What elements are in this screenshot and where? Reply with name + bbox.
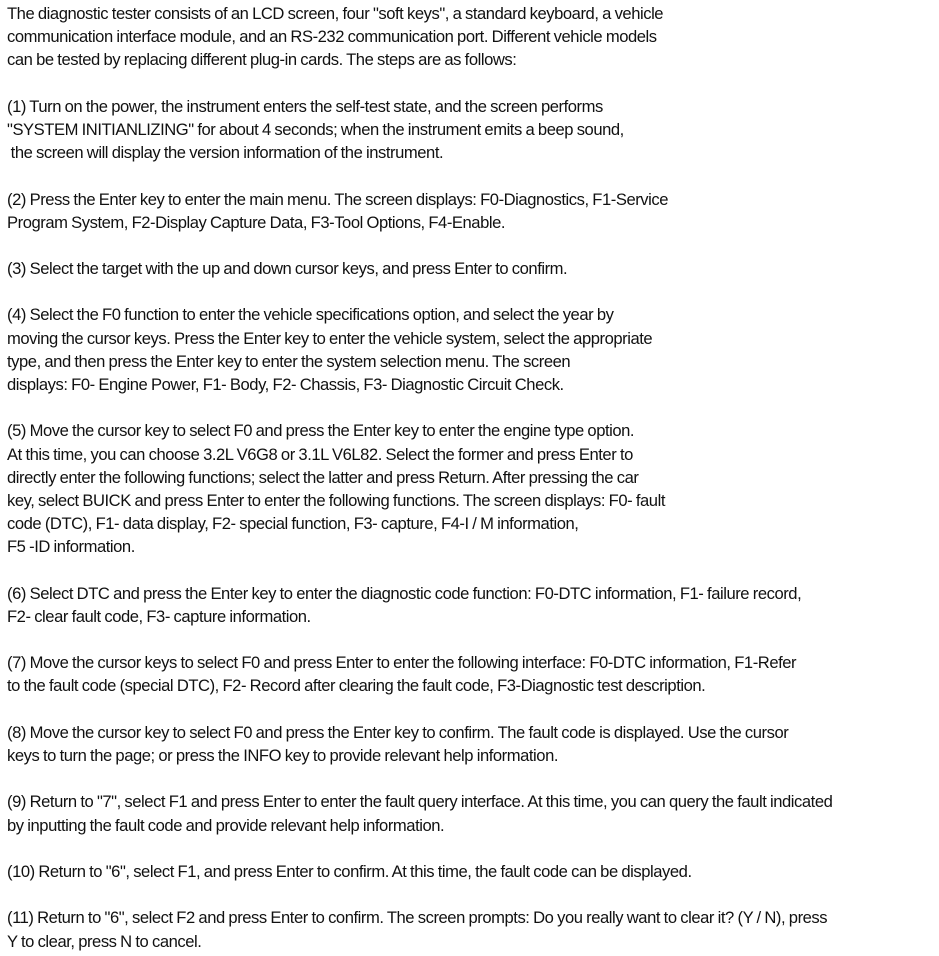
- intro-line: The diagnostic tester consists of an LCD screen, four "soft keys", a standard keyboard, a vehicle: [7, 4, 664, 23]
- step-4-paragraph: [7, 303, 937, 396]
- step-3-paragraph: [7, 257, 937, 280]
- step-line: F2- clear fault code, F3- capture information.: [7, 606, 311, 626]
- step-2-paragraph: [7, 188, 937, 234]
- intro-line: communication interface module, and an RS-232 communication port. Different vehicle models: [7, 27, 657, 47]
- step-line: type, and then press the Enter key to enter the system selection menu. The screen: [7, 351, 571, 371]
- step-6-paragraph: [7, 582, 937, 628]
- step-line: (5) Move the cursor key to select F0 and press the Enter key to enter the engine type option.: [7, 421, 635, 441]
- step-10-paragraph: [7, 860, 937, 883]
- step-line: (6) Select DTC and press the Enter key to enter the diagnostic code function: F0-DTC information, F1- failure record,: [7, 583, 802, 603]
- step-9-paragraph: [7, 790, 937, 836]
- step-line: moving the cursor keys. Press the Enter key to enter the vehicle system, select the appropriate: [7, 328, 653, 348]
- step-5-paragraph: [7, 419, 937, 558]
- step-line: by inputting the fault code and provide relevant help information.: [7, 815, 445, 835]
- step-line: directly enter the following functions; select the latter and press Return. After pressing the car: [7, 467, 639, 487]
- step-line: keys to turn the page; or press the INFO key to provide relevant help information.: [7, 746, 559, 765]
- step-11-paragraph: [7, 906, 937, 952]
- intro-line: can be tested by replacing different plug-in cards. The steps are as follows:: [7, 50, 517, 70]
- step-line: "SYSTEM INITIANLIZING" for about 4 seconds; when the instrument emits a beep sound,: [7, 119, 624, 139]
- step-line: (10) Return to "6", select F1, and press Enter to confirm. At this time, the fault code can be displayed.: [7, 861, 692, 881]
- step-line: At this time, you can choose 3.2L V6G8 or 3.1L V6L82. Select the former and press Enter to: [7, 444, 633, 464]
- step-1-paragraph: [7, 95, 937, 165]
- step-line: F5 -ID information.: [7, 537, 135, 557]
- step-7-paragraph: [7, 651, 937, 697]
- step-line: (3) Select the target with the up and down cursor keys, and press Enter to confirm.: [7, 259, 568, 279]
- step-line: (4) Select the F0 function to enter the vehicle specifications option, and select the year by: [7, 305, 614, 325]
- intro-paragraph: [7, 2, 937, 72]
- step-line: to the fault code (special DTC), F2- Record after clearing the fault code, F3-Diagnostic test description.: [7, 676, 706, 696]
- step-line: (1) Turn on the power, the instrument enters the self-test state, and the screen performs: [7, 96, 603, 116]
- step-line: (2) Press the Enter key to enter the main menu. The screen displays: F0-Diagnostics, F1-Service: [7, 189, 669, 209]
- step-line: Program System, F2-Display Capture Data, F3-Tool Options, F4-Enable.: [7, 212, 506, 232]
- step-line: (11) Return to "6", select F2 and press Enter to confirm. The screen prompts: Do you really want to clear it? (Y / N), press: [7, 908, 828, 928]
- step-line: Y to clear, press N to cancel.: [7, 931, 202, 951]
- step-line: key, select BUICK and press Enter to enter the following functions. The screen displays: F0- fault: [7, 490, 665, 510]
- step-line: displays: F0- Engine Power, F1- Body, F2- Chassis, F3- Diagnostic Circuit Check.: [7, 375, 564, 394]
- step-line: (8) Move the cursor key to select F0 and press the Enter key to confirm. The fault code is displayed. Use the cursor: [7, 722, 789, 742]
- step-line: (9) Return to "7", select F1 and press Enter to enter the fault query interface. At this time, you can query the fault indicated: [7, 792, 833, 812]
- step-8-paragraph: [7, 721, 937, 767]
- step-line: code (DTC), F1- data display, F2- special function, F3- capture, F4-I / M information,: [7, 514, 579, 534]
- document-body: [7, 2, 937, 953]
- step-line: (7) Move the cursor keys to select F0 and press Enter to enter the following interface: F0-DTC information, F1-Refer: [7, 653, 797, 673]
- step-line: the screen will display the version information of the instrument.: [7, 143, 444, 163]
